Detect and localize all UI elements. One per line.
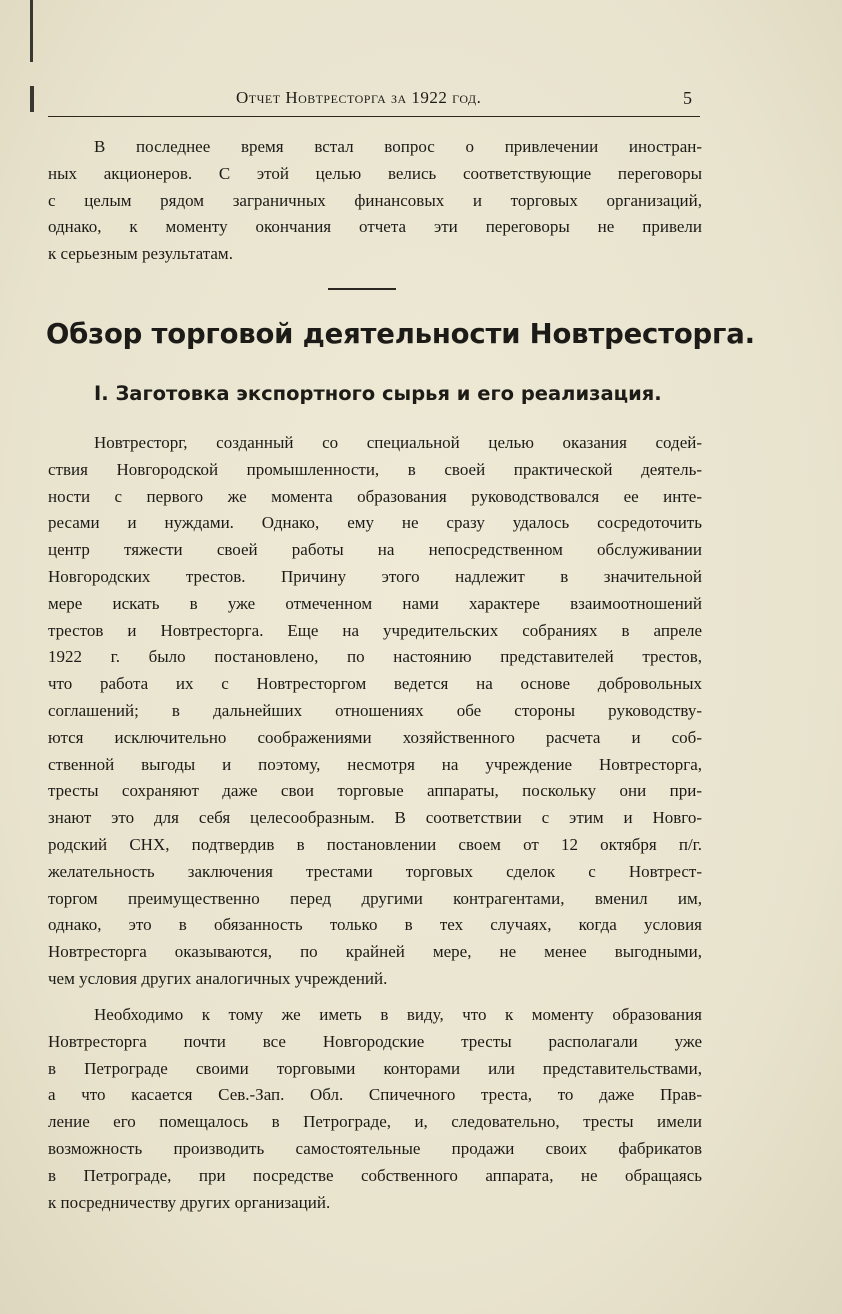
running-header-title: Отчет Новтресторга за 1922 год. (236, 88, 482, 107)
text-line: мере искать в уже отмеченном нами характере взаимоотношений (48, 593, 702, 613)
text-line: ственной выгоды и поэтому, несмотря на учреждение Новтресторга, (48, 754, 702, 774)
text-line: тресты сохраняют даже свои торговые аппараты, поскольку они при- (48, 781, 702, 801)
text-line: однако, к моменту окончания отчета эти переговоры не привели (48, 217, 702, 237)
text-line: ление его помещалось в Петрограде, и, следовательно, тресты имели (48, 1112, 702, 1132)
text-line: однако, это в обязанность только в тех случаях, когда условия (48, 915, 702, 935)
text-line: чем условия других аналогичных учреждений. (48, 968, 388, 988)
text-line: знают это для себя целесообразным. В соответствии с этим и Новго- (48, 808, 702, 828)
text-line: что работа их с Новтресторгом ведется на основе добровольных (48, 674, 702, 694)
text-line: к посредничеству других организаций. (48, 1192, 331, 1212)
text-line: возможность производить самостоятельные продажи своих фабрикатов (48, 1138, 702, 1158)
margin-binding-mark (30, 86, 34, 112)
text-line: ствия Новгородской промышленности, в своей практической деятель- (48, 459, 702, 479)
subsection-title: I. Заготовка экспортного сырья и его реализация. (94, 382, 662, 405)
text-line: ресами и нуждами. Однако, ему не сразу удалось сосредоточить (48, 513, 702, 533)
text-line: желательность заключения трестами торговых сделок с Новтрест- (48, 861, 702, 881)
text-line: Новтресторга почти все Новгородские тресты располагали уже (48, 1031, 702, 1051)
text-line: в Петрограде своими торговыми конторами или представительствами, (48, 1058, 702, 1078)
running-header (48, 82, 700, 112)
intro-paragraph (48, 134, 702, 268)
text-line: ются исключительно соображениями хозяйственного расчета и соб- (48, 727, 702, 747)
text-line: в Петрограде, при посредстве собственного аппарата, не обращаясь (48, 1165, 702, 1185)
text-line: к серьезным результатам. (48, 244, 233, 264)
text-line: ности с первого же момента образования руководствовался ее инте- (48, 486, 702, 506)
text-line: трестов и Новтресторга. Еще на учредительских собраниях в апреле (48, 620, 702, 640)
paragraph-2 (48, 1002, 702, 1216)
text-line: Новгородских трестов. Причину этого надлежит в значительной (48, 566, 702, 586)
text-line: Новтресторга оказываются, по крайней мере, не менее выгодными, (48, 942, 702, 962)
text-line: ных акционеров. С этой целью велись соответствующие переговоры (48, 163, 702, 183)
page-number: 5 (683, 88, 692, 108)
text-line: 1922 г. было постановлено, по настоянию представителей трестов, (48, 647, 702, 667)
text-line: родский СНХ, подтвердив в постановлении своем от 12 октября п/г. (48, 834, 702, 854)
paragraph-1 (48, 430, 702, 993)
text-line: соглашений; в дальнейших отношениях обе стороны руководству- (48, 700, 702, 720)
text-line: Новтресторг, созданный со специальной целью оказания содей- (94, 433, 702, 452)
text-line: а что касается Сев.-Зап. Обл. Спичечного треста, то даже Прав- (48, 1085, 702, 1105)
section-title: Обзор торговой деятельности Новтресторга. (46, 318, 755, 350)
text-line: торгом преимущественно перед другими контрагентами, вменил им, (48, 888, 702, 908)
margin-binding-mark (30, 0, 33, 62)
header-divider (48, 116, 700, 117)
text-line: центр тяжести своей работы на непосредственном обслуживании (48, 540, 702, 560)
text-line: В последнее время встал вопрос о привлечении иностран- (94, 137, 702, 156)
text-line: Необходимо к тому же иметь в виду, что к моменту образования (94, 1005, 702, 1024)
section-separator (328, 288, 396, 290)
text-line: с целым рядом заграничных финансовых и торговых организаций, (48, 190, 702, 210)
